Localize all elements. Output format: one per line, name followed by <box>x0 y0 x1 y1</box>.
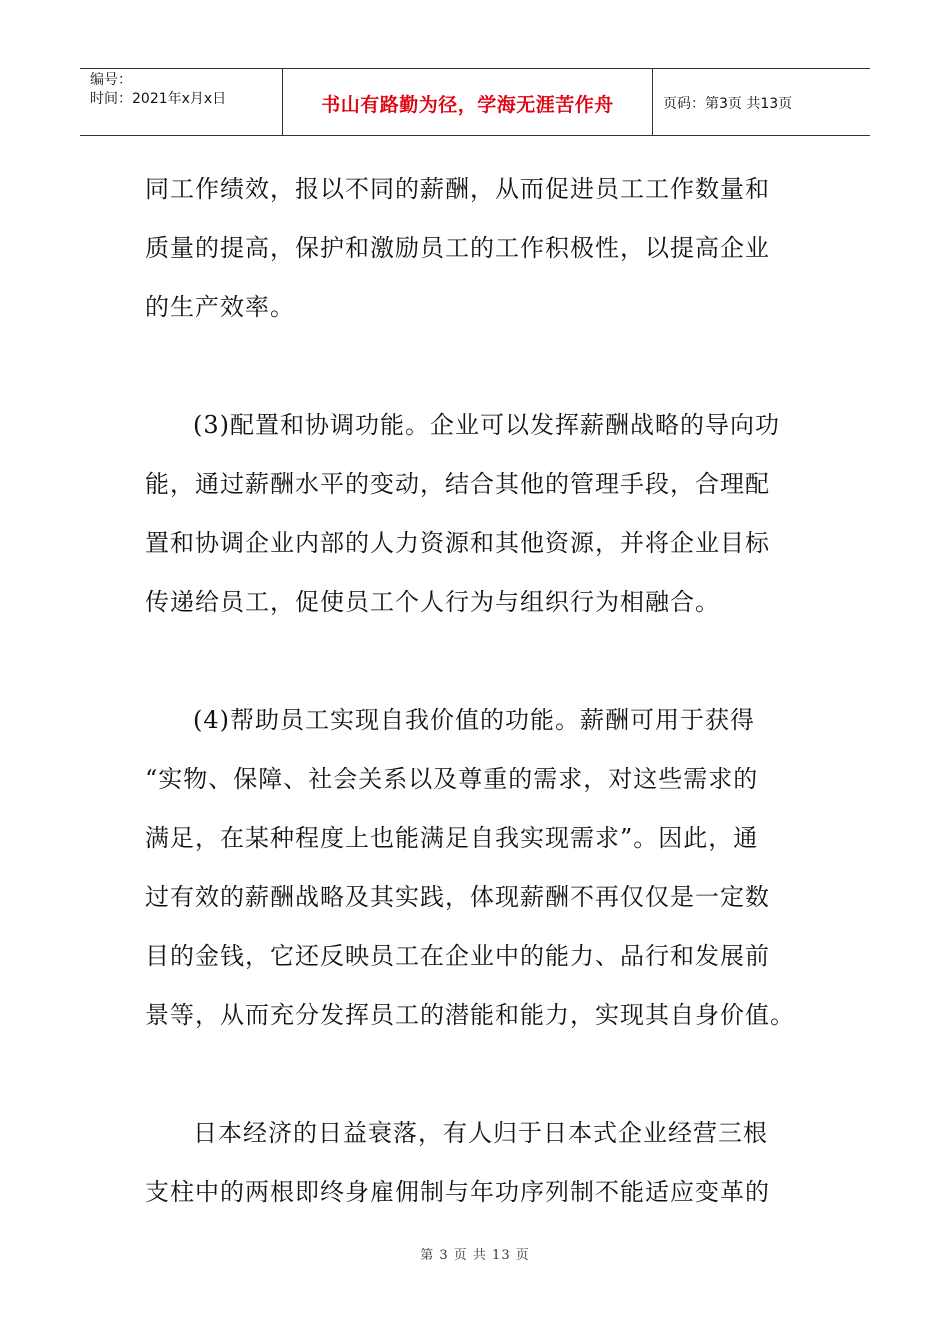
document-header <box>80 68 870 136</box>
paragraph-line: (4)帮助员工实现自我价值的功能。薪酬可用于获得 <box>193 706 755 734</box>
paragraph-line: 的生产效率。 <box>145 293 295 321</box>
time-label: 时间：2021年x月x日 <box>90 91 227 107</box>
paragraph-line: 目的金钱，它还反映员工在企业中的能力、品行和发展前 <box>145 942 770 970</box>
paragraph-line: 日本经济的日益衰落，有人归于日本式企业经营三根 <box>193 1119 768 1147</box>
paragraph-line: 传递给员工，促使员工个人行为与组织行为相融合。 <box>145 588 720 616</box>
paragraph-line: 过有效的薪酬战略及其实践，体现薪酬不再仅仅是一定数 <box>145 883 770 911</box>
paragraph-gap <box>145 1045 805 1104</box>
paragraph-line: 景等，从而充分发挥员工的潜能和能力，实现其自身价值。 <box>145 1001 795 1029</box>
paragraph-gap <box>145 632 805 691</box>
document-body <box>145 160 805 1222</box>
paragraph-line: (3)配置和协调功能。企业可以发挥薪酬战略的导向功 <box>193 411 780 439</box>
paragraph-line: 满足，在某种程度上也能满足自我实现需求”。因此，通 <box>145 824 759 852</box>
header-motto: 书山有路勤为径，学海无涯苦作舟 <box>283 69 653 135</box>
page-footer: 第 3 页 共 13 页 <box>420 1248 530 1263</box>
number-label: 编号： <box>90 72 132 88</box>
paragraph-line: 支柱中的两根即终身雇佣制与年功序列制不能适应变革的 <box>145 1178 770 1206</box>
paragraph-gap <box>145 337 805 396</box>
paragraph-line: “实物、保障、社会关系以及尊重的需求，对这些需求的 <box>145 765 759 793</box>
paragraph-line: 质量的提高，保护和激励员工的工作积极性，以提高企业 <box>145 234 770 262</box>
header-meta <box>80 69 283 135</box>
paragraph-line: 同工作绩效，报以不同的薪酬，从而促进员工工作数量和 <box>145 175 770 203</box>
paragraph-line: 能，通过薪酬水平的变动，结合其他的管理手段，合理配 <box>145 470 770 498</box>
paragraph-line: 置和协调企业内部的人力资源和其他资源，并将企业目标 <box>145 529 770 557</box>
header-page-info: 页码：第3页 共13页 <box>663 96 793 112</box>
